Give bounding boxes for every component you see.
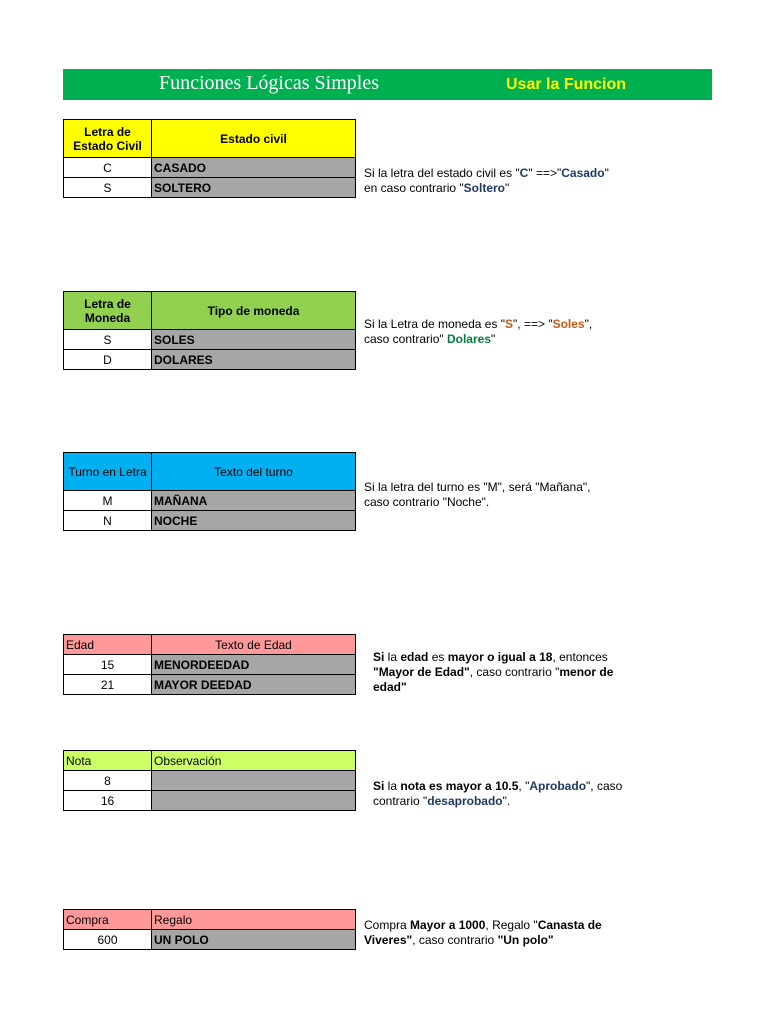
title-banner [63, 69, 712, 100]
estado-civil-table [63, 119, 356, 198]
table-row [64, 771, 356, 791]
estado-civil-instruction: Si la letra del estado civil es "C" ==>"Casado" en caso contrario "Soltero" [364, 166, 609, 195]
letter-cell[interactable]: M [64, 491, 152, 511]
table-row [64, 158, 356, 178]
letter-cell[interactable]: N [64, 511, 152, 531]
result-cell[interactable] [152, 771, 356, 791]
header-letra-moneda: Letra de Moneda [64, 292, 152, 330]
page-title: Funciones Lógicas Simples [159, 72, 379, 94]
header-estado-civil: Estado civil [152, 120, 356, 158]
header-nota: Nota [64, 751, 152, 771]
result-cell[interactable]: SOLTERO [152, 178, 356, 198]
nota-table [63, 750, 356, 811]
moneda-instruction: Si la Letra de moneda es "S", ==> "Soles", caso contrario" Dolares" [364, 317, 593, 346]
table-row [64, 655, 356, 675]
result-cell[interactable]: DOLARES [152, 350, 356, 370]
result-cell[interactable]: MAYOR DEEDAD [152, 675, 356, 695]
letter-cell[interactable]: S [64, 178, 152, 198]
table-row [64, 330, 356, 350]
header-letra-estado-civil: Letra de Estado Civil [64, 120, 152, 158]
header-texto-turno: Texto del turno [152, 453, 356, 491]
header-regalo: Regalo [152, 910, 356, 930]
table-row [64, 791, 356, 811]
result-cell[interactable]: SOLES [152, 330, 356, 350]
letter-cell[interactable]: S [64, 330, 152, 350]
result-cell[interactable]: UN POLO [152, 930, 356, 950]
result-cell[interactable]: MAÑANA [152, 491, 356, 511]
letter-cell[interactable]: C [64, 158, 152, 178]
page-subtitle: Usar la Funcion [506, 76, 627, 93]
edad-table [63, 634, 356, 695]
edad-instruction: Si la edad es mayor o igual a 18, entonces "Mayor de Edad", caso contrario "menor de edad" [373, 650, 614, 694]
header-observacion: Observación [152, 751, 356, 771]
header-texto-edad: Texto de Edad [152, 635, 356, 655]
grade-cell[interactable]: 8 [64, 771, 152, 791]
table-row [64, 178, 356, 198]
table-row [64, 511, 356, 531]
grade-cell[interactable]: 16 [64, 791, 152, 811]
moneda-table [63, 291, 356, 370]
table-row [64, 930, 356, 950]
header-compra: Compra [64, 910, 152, 930]
table-row [64, 491, 356, 511]
age-cell[interactable]: 15 [64, 655, 152, 675]
turno-table [63, 452, 356, 531]
compra-table [63, 909, 356, 950]
nota-instruction: Si la nota es mayor a 10.5, "Aprobado", caso contrario "desaprobado". [373, 779, 623, 808]
letter-cell[interactable]: D [64, 350, 152, 370]
age-cell[interactable]: 21 [64, 675, 152, 695]
header-tipo-moneda: Tipo de moneda [152, 292, 356, 330]
turno-instruction: Si la letra del turno es "M", será "Mañana", caso contrario "Noche". [364, 480, 591, 509]
table-row [64, 675, 356, 695]
purchase-cell[interactable]: 600 [64, 930, 152, 950]
result-cell[interactable]: NOCHE [152, 511, 356, 531]
header-edad: Edad [64, 635, 152, 655]
header-turno-letra: Turno en Letra [64, 453, 152, 491]
result-cell[interactable] [152, 791, 356, 811]
compra-instruction: Compra Mayor a 1000, Regalo "Canasta de Viveres", caso contrario "Un polo" [364, 918, 602, 947]
result-cell[interactable]: MENORDEEDAD [152, 655, 356, 675]
result-cell[interactable]: CASADO [152, 158, 356, 178]
table-row [64, 350, 356, 370]
